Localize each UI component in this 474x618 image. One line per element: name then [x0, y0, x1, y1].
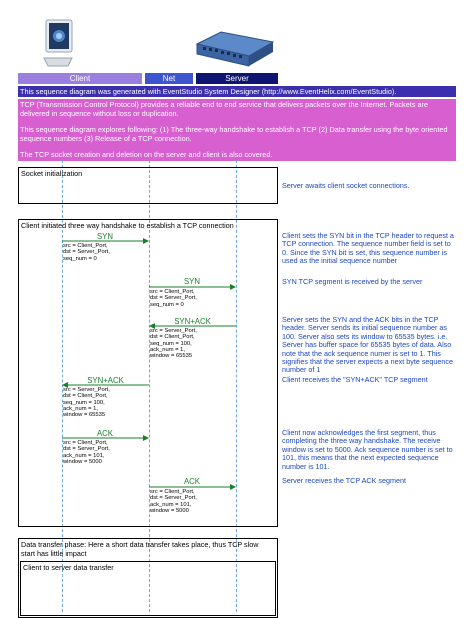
msg-1-label: SYN — [96, 232, 114, 241]
msg-1-params: src = Client_Port, dst = Server_Port, seq_num = 0 — [63, 243, 110, 262]
data-transfer-title: Data transfer phase: Here a short data transfer takes place, thus TCP slow start has little impact — [21, 540, 259, 558]
socket-init-title: Socket initialization — [21, 169, 83, 178]
entity-server: Server — [196, 73, 278, 84]
msg-4-label: SYN+ACK — [87, 376, 124, 385]
msg-5-note: Client now acknowledges the first segment, thus completing the three way handshake. The receive window is set to 5000. Ack sequence number is set to 101, this means that the next expected sequence number is 101. — [282, 428, 453, 471]
entity-net: Net — [145, 73, 193, 84]
msg-6-params: src = Client_Port, dst = Server_Port, ack_num = 101, window = 5000 — [150, 489, 197, 514]
msg-3-note: Server sets the SYN and the ACK bits in the TCP header. Server sends its initial sequence number as 100. Server also sets its window to 65535 bytes. i.e. Server has buffer space for 65535 bytes of data. Also note that the ack sequence numer is set to 1. This signifies that the server expects a next byte sequence number of 1 — [282, 315, 454, 375]
socket-init-note: Server awaits client socket connections. — [282, 181, 410, 190]
msg-2-label: SYN — [183, 277, 201, 286]
msg-1-note: Client sets the SYN bit in the TCP header to request a TCP connection. The sequence number field is set to 0. Since the SYN bit is set, this sequence number is used as the initial sequence number — [282, 231, 454, 266]
msg-5-label: ACK — [96, 429, 114, 438]
client-server-transfer-title: Client to server data transfer — [23, 563, 114, 572]
generator-banner: This sequence diagram was generated with EventStudio System Designer (http://www.EventHelix.com/EventStudio). — [18, 86, 456, 97]
description-para-3: The TCP socket creation and deletion on the server and client is also covered. — [20, 150, 273, 159]
handshake-title: Client initiated three way handshake to establish a TCP connection — [21, 221, 234, 230]
msg-6-note: Server receives the TCP ACK segment — [282, 476, 406, 485]
msg-3-label: SYN+ACK — [174, 317, 211, 326]
msg-2-params: src = Client_Port, dst = Server_Port, seq_num = 0 — [150, 289, 197, 308]
description-para-2: This sequence diagram explores following: (1) The three-way handshake to establish a TCP (2) Data transfer using the byte oriented sequence numbers (3) Release of a TCP connection. — [20, 125, 448, 143]
msg-5-params: src = Client_Port, dst = Server_Port, ack_num = 101, window = 5000 — [63, 440, 110, 465]
description-para-1: TCP (Transmission Control Protocol) provides a reliable end to end service that delivers packets over the Internet. Packets are delivered in sequence without loss or duplication. — [20, 100, 429, 118]
msg-2-note: SYN TCP segment is received by the server — [282, 277, 423, 286]
msg-4-note: Client receives the "SYN+ACK" TCP segment — [282, 375, 428, 384]
msg-3-params: src = Server_Port, dst = Client_Port, seq_num = 100, ack_num = 1, window = 65535 — [150, 328, 197, 360]
msg-6-label: ACK — [183, 477, 201, 486]
client-server-transfer-box — [20, 561, 276, 616]
msg-4-params: src = Server_Port, dst = Client_Port, seq_num = 100, ack_num = 1, window = 65535 — [63, 387, 110, 419]
entity-client: Client — [18, 73, 142, 84]
